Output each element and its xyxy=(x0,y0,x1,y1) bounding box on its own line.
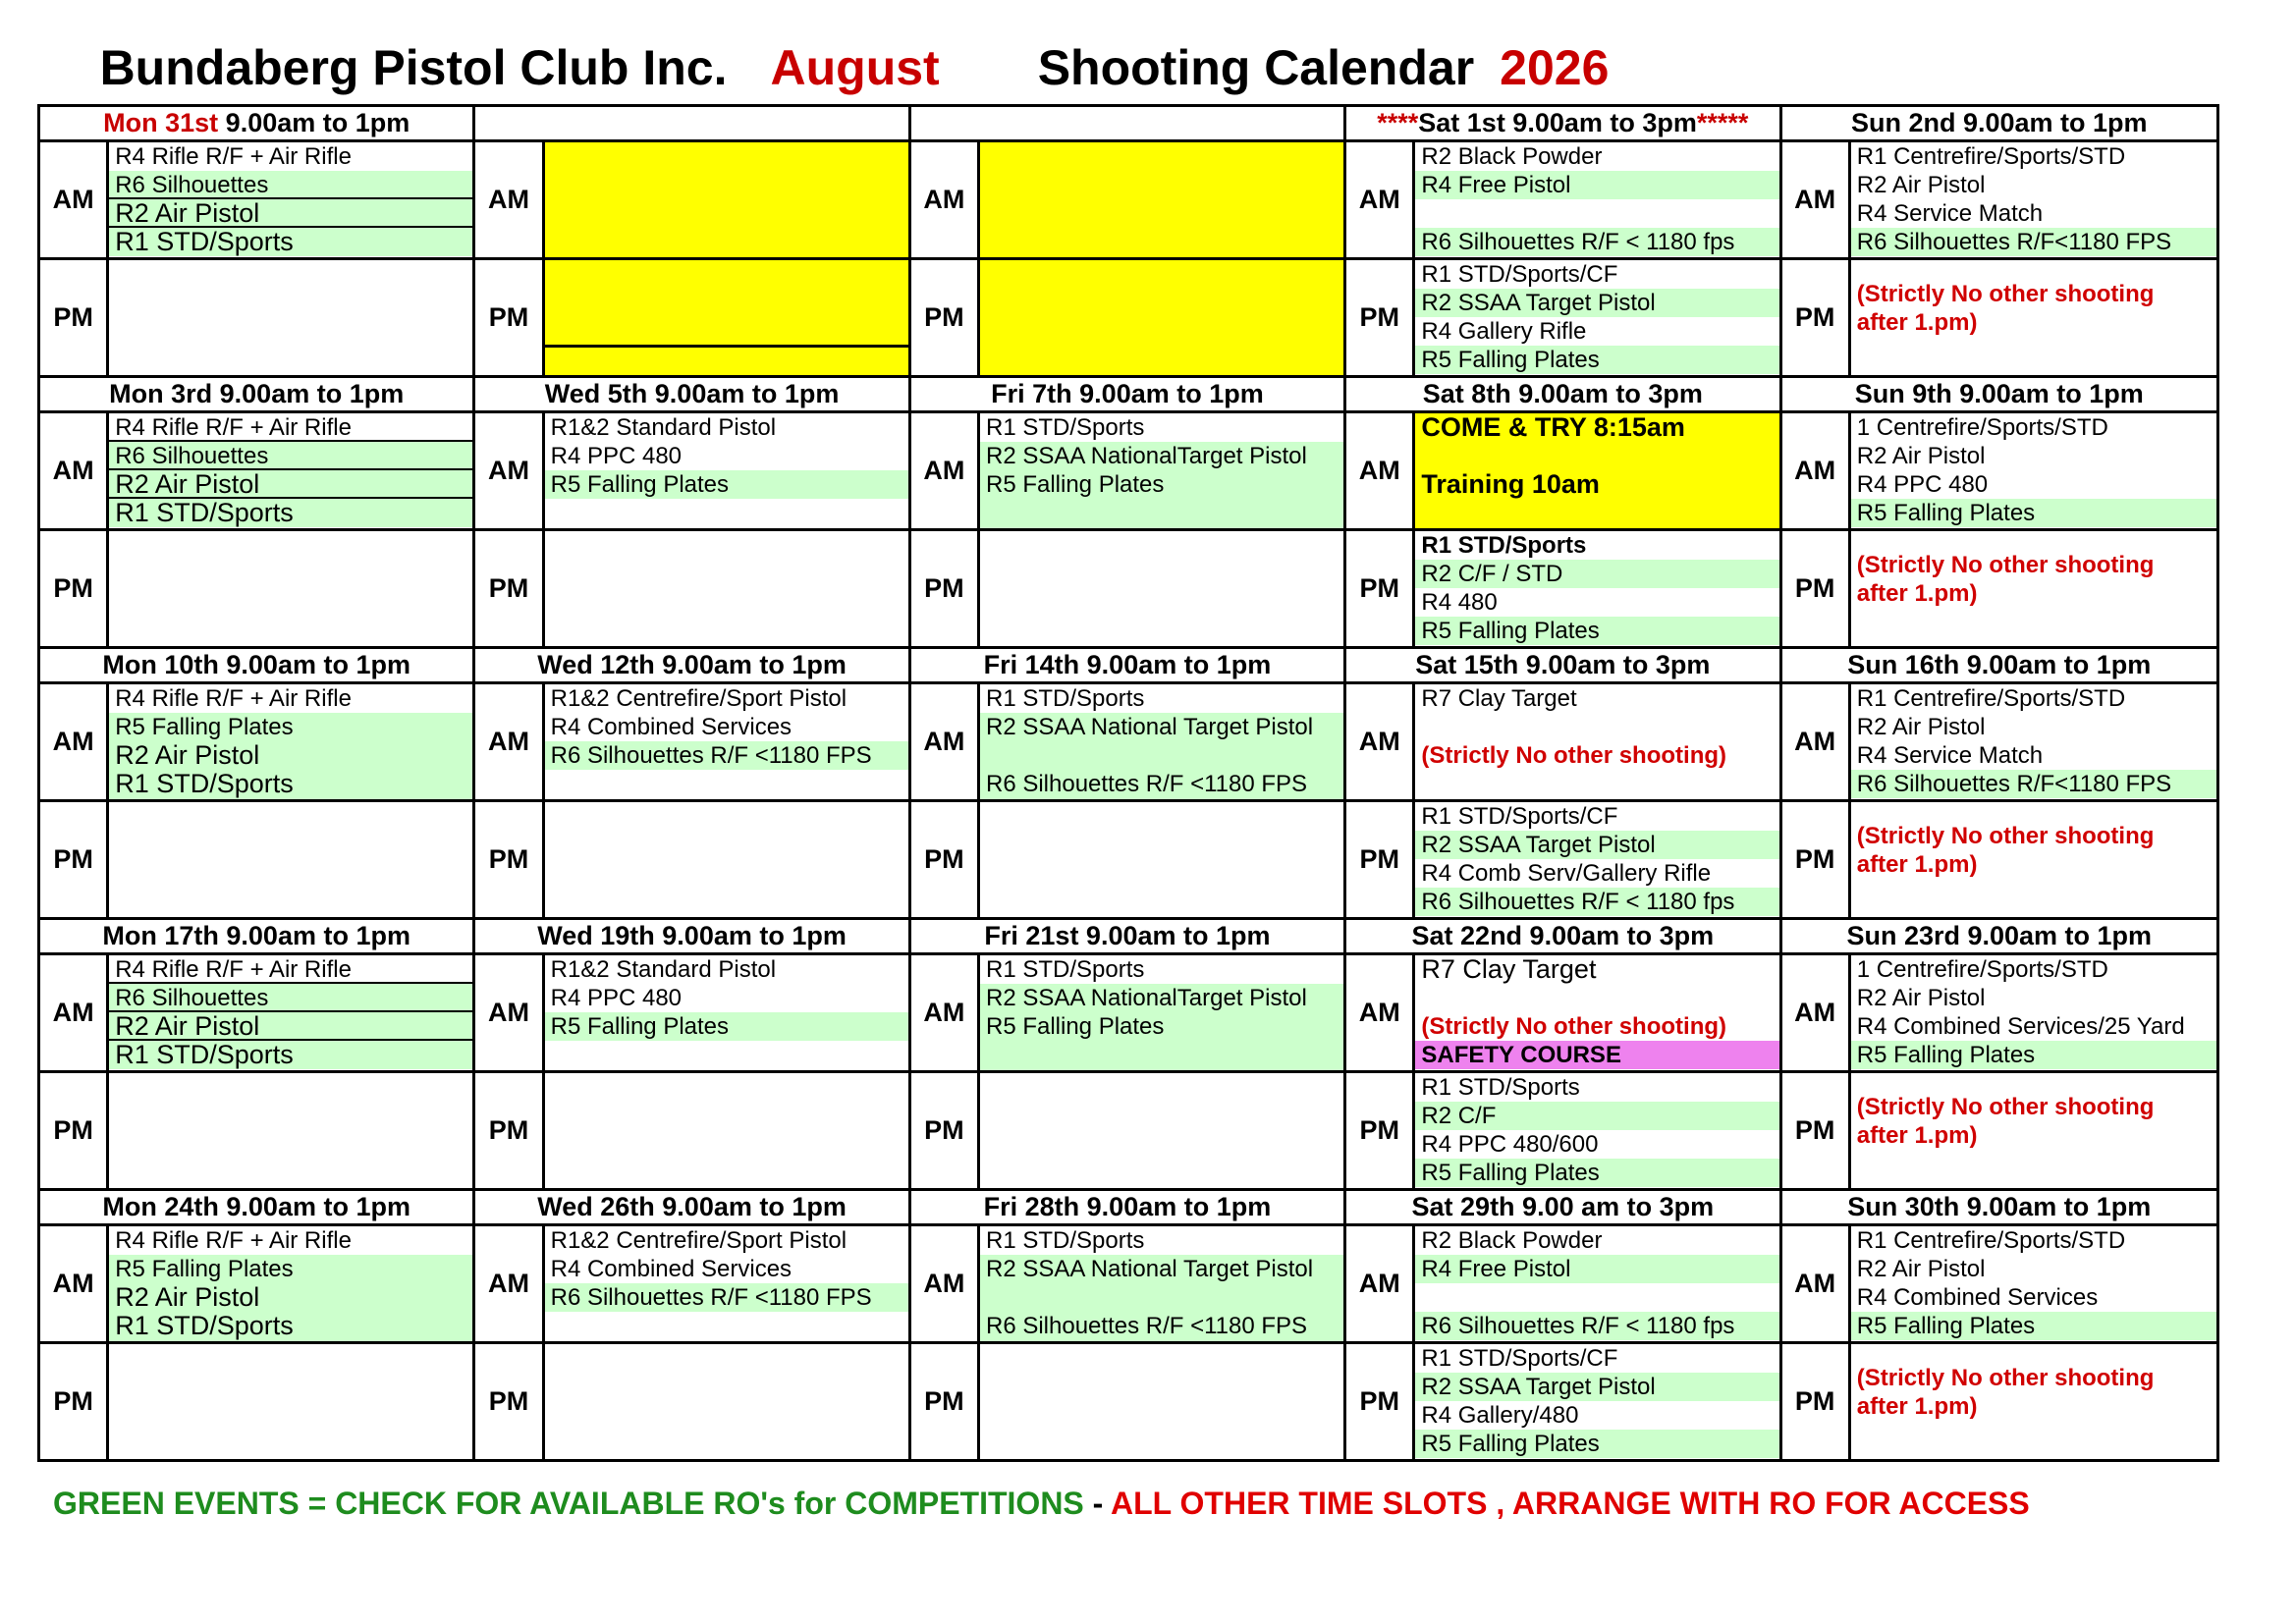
am-label: AM xyxy=(39,1225,108,1343)
event-line xyxy=(980,1283,1343,1312)
event-line: R5 Falling Plates xyxy=(980,470,1343,499)
am-label: AM xyxy=(39,141,108,259)
event-line: R2 Air Pistol xyxy=(1856,172,1986,198)
event-line: R5 Falling Plates xyxy=(1851,1312,2216,1340)
day-header xyxy=(474,106,909,141)
spacer xyxy=(1851,1344,2216,1364)
event-cell xyxy=(1414,530,1780,648)
day-header-text: Sun 9th 9.00am to 1pm xyxy=(1854,379,2144,408)
pm-slot-row xyxy=(39,530,2218,648)
day-header xyxy=(1780,919,2217,954)
am-label: AM xyxy=(1345,683,1414,801)
event-cell xyxy=(108,530,474,648)
day-header-text: Wed 26th 9.00am to 1pm xyxy=(537,1192,847,1221)
day-header xyxy=(909,919,1344,954)
am-label: AM xyxy=(39,683,108,801)
am-slot-row xyxy=(39,412,2218,530)
event-cell xyxy=(543,954,909,1072)
event-line: R4 Combined Services xyxy=(1856,1284,2099,1311)
event-line: 1 Centrefire/Sports/STD xyxy=(1856,414,2108,441)
day-header xyxy=(909,377,1344,412)
pm-label: PM xyxy=(474,530,543,648)
am-label: AM xyxy=(909,1225,978,1343)
event-line: R4 Rifle R/F + Air Rifle xyxy=(109,955,472,984)
event-line: R6 Silhouettes R/F < 1180 fps xyxy=(1415,228,1778,256)
day-header-text: Fri 14th 9.00am to 1pm xyxy=(983,650,1272,679)
am-label: AM xyxy=(474,1225,543,1343)
event-line: R5 Falling Plates xyxy=(980,1012,1343,1041)
event-cell xyxy=(1414,1225,1780,1343)
event-line: R4 Rifle R/F + Air Rifle xyxy=(115,143,352,170)
event-line: R2 SSAA National Target Pistol xyxy=(980,713,1343,741)
event-line: R4 Free Pistol xyxy=(1415,1255,1778,1283)
day-header-text: Wed 19th 9.00am to 1pm xyxy=(537,921,847,950)
day-header xyxy=(1780,377,2217,412)
event-line: R1 Centrefire/Sports/STD xyxy=(1856,143,2126,170)
event-line xyxy=(980,741,1343,770)
event-line: R1 STD/Sports xyxy=(1421,1074,1580,1101)
pm-label: PM xyxy=(909,259,978,377)
day-header-text: Sat 22nd 9.00am to 3pm xyxy=(1411,921,1715,950)
event-cell xyxy=(1849,530,2217,648)
am-slot-row xyxy=(39,683,2218,801)
event-line xyxy=(1415,199,1778,228)
day-header xyxy=(39,648,474,683)
week-header-row xyxy=(39,106,2218,141)
event-cell xyxy=(543,683,909,801)
event-line: R4 Combined Services xyxy=(550,714,793,740)
pm-label: PM xyxy=(1345,259,1414,377)
pm-label: PM xyxy=(1345,801,1414,919)
event-line: R5 Falling Plates xyxy=(1415,1430,1778,1458)
am-label: AM xyxy=(1780,683,1849,801)
event-line: after 1.pm) xyxy=(1856,1122,1978,1149)
day-header-text: 9.00am to 1pm xyxy=(218,108,410,137)
am-label: AM xyxy=(1780,1225,1849,1343)
event-line: R1 Centrefire/Sports/STD xyxy=(1856,685,2126,712)
day-header xyxy=(474,1190,909,1225)
pm-label: PM xyxy=(39,1343,108,1461)
am-label: AM xyxy=(474,141,543,259)
event-line: R1 STD/Sports xyxy=(109,228,472,256)
event-line: R1 STD/Sports xyxy=(109,1041,472,1069)
event-cell xyxy=(543,1225,909,1343)
day-header-red-text: **** xyxy=(1377,108,1419,137)
day-header-text: Mon 10th 9.00am to 1pm xyxy=(102,650,410,679)
event-line: R4 Service Match xyxy=(1856,200,2044,227)
event-line: R5 Falling Plates xyxy=(1415,617,1778,645)
pm-label: PM xyxy=(1780,1072,1849,1190)
event-line: (Strictly No other shooting xyxy=(1856,1094,2155,1120)
event-cell xyxy=(1414,1343,1780,1461)
day-header xyxy=(1780,648,2217,683)
pm-label: PM xyxy=(909,1072,978,1190)
event-line: R1 STD/Sports/CF xyxy=(1421,261,1618,288)
event-cell xyxy=(978,412,1344,530)
event-cell xyxy=(1849,801,2217,919)
event-cell xyxy=(1849,259,2217,377)
event-line: R4 Service Match xyxy=(1856,742,2044,769)
day-header-red-text: Mon 31st xyxy=(103,108,219,137)
event-line: R1 STD/Sports xyxy=(109,499,472,527)
day-header-text: Sat 1st 9.00am to 3pm xyxy=(1418,108,1697,137)
event-cell xyxy=(978,1343,1344,1461)
event-line: R2 Air Pistol xyxy=(1856,443,1986,469)
event-line: SAFETY COURSE xyxy=(1415,1041,1778,1069)
event-line: R6 Silhouettes R/F <1180 FPS xyxy=(545,741,908,770)
year-label: 2026 xyxy=(1500,40,1610,95)
week-header-row xyxy=(39,1190,2218,1225)
event-cell xyxy=(1849,1343,2217,1461)
event-line: R6 Silhouettes xyxy=(109,171,472,199)
event-line: R4 Rifle R/F + Air Rifle xyxy=(109,413,472,442)
day-header-text: Sun 2nd 9.00am to 1pm xyxy=(1850,108,2148,137)
slot-divider xyxy=(545,345,908,348)
event-line: R1 STD/Sports/CF xyxy=(1421,803,1618,830)
am-label: AM xyxy=(1780,141,1849,259)
event-line: R4 PPC 480/600 xyxy=(1421,1131,1599,1158)
spacer xyxy=(1851,1073,2216,1093)
event-line: R5 Falling Plates xyxy=(1851,499,2216,527)
event-line: R4 Combined Services/25 Yard xyxy=(1856,1013,2185,1040)
event-cell xyxy=(1414,954,1780,1072)
day-header-text: Sat 15th 9.00am to 3pm xyxy=(1415,650,1711,679)
am-label: AM xyxy=(1345,412,1414,530)
event-line: R1&2 Centrefire/Sport Pistol xyxy=(550,1227,847,1254)
event-line: (Strictly No other shooting) xyxy=(1421,742,1727,769)
event-cell xyxy=(543,141,909,259)
event-cell xyxy=(978,801,1344,919)
day-header xyxy=(474,377,909,412)
event-line: R2 Air Pistol xyxy=(109,741,472,770)
event-line: R2 Air Pistol xyxy=(109,1012,472,1041)
event-line: R6 Silhouettes R/F <1180 FPS xyxy=(980,770,1343,798)
event-line: R5 Falling Plates xyxy=(1415,346,1778,374)
event-line: R1 STD/Sports xyxy=(985,414,1145,441)
am-label: AM xyxy=(474,412,543,530)
pm-label: PM xyxy=(39,259,108,377)
event-line: R1&2 Standard Pistol xyxy=(550,956,777,983)
event-cell xyxy=(1414,259,1780,377)
event-line: R2 Air Pistol xyxy=(109,470,472,499)
event-line: Training 10am xyxy=(1415,470,1778,499)
event-line: R4 Gallery Rifle xyxy=(1421,318,1587,345)
am-label: AM xyxy=(1345,954,1414,1072)
day-header-text: Sat 29th 9.00 am to 3pm xyxy=(1411,1192,1715,1221)
day-header-text: Fri 28th 9.00am to 1pm xyxy=(983,1192,1272,1221)
event-line: R2 SSAA NationalTarget Pistol xyxy=(980,984,1343,1012)
event-line: R1 STD/Sports xyxy=(985,956,1145,983)
pm-label: PM xyxy=(1345,1072,1414,1190)
day-header xyxy=(39,919,474,954)
event-line: R4 PPC 480 xyxy=(1856,471,1989,498)
event-line: R2 SSAA NationalTarget Pistol xyxy=(980,442,1343,470)
page-title xyxy=(0,39,1709,96)
event-line: R6 Silhouettes R/F<1180 FPS xyxy=(1851,228,2216,256)
day-header-text: Mon 3rd 9.00am to 1pm xyxy=(109,379,405,408)
day-header-text: Sun 30th 9.00am to 1pm xyxy=(1847,1192,2152,1221)
am-label: AM xyxy=(1345,1225,1414,1343)
event-cell xyxy=(108,954,474,1072)
event-line: R2 Air Pistol xyxy=(109,1283,472,1312)
event-cell xyxy=(978,683,1344,801)
event-line: R4 Rifle R/F + Air Rifle xyxy=(115,685,352,712)
day-header xyxy=(1780,106,2217,141)
event-line: R6 Silhouettes R/F < 1180 fps xyxy=(1415,1312,1778,1340)
am-label: AM xyxy=(909,412,978,530)
pm-slot-row xyxy=(39,1072,2218,1190)
event-line: after 1.pm) xyxy=(1856,1393,1978,1420)
event-line: R4 Comb Serv/Gallery Rifle xyxy=(1421,860,1712,887)
event-line xyxy=(1415,1283,1778,1312)
am-label: AM xyxy=(474,683,543,801)
pm-label: PM xyxy=(39,530,108,648)
pm-label: PM xyxy=(1345,1343,1414,1461)
event-line: R1&2 Centrefire/Sport Pistol xyxy=(550,685,847,712)
event-cell xyxy=(108,1225,474,1343)
event-cell xyxy=(1849,1225,2217,1343)
pm-label: PM xyxy=(474,1343,543,1461)
event-cell xyxy=(108,1072,474,1190)
am-label: AM xyxy=(909,683,978,801)
event-cell xyxy=(1414,801,1780,919)
event-line xyxy=(1415,442,1778,470)
event-cell xyxy=(543,259,909,377)
event-line xyxy=(1415,984,1778,1012)
day-header xyxy=(909,106,1344,141)
event-line: R2 Air Pistol xyxy=(109,199,472,228)
am-label: AM xyxy=(1345,141,1414,259)
footer-green-text: GREEN EVENTS = CHECK FOR AVAILABLE RO's for COMPETITIONS xyxy=(53,1486,1084,1521)
day-header-text: Wed 5th 9.00am to 1pm xyxy=(544,379,840,408)
event-cell xyxy=(1849,683,2217,801)
am-label: AM xyxy=(39,954,108,1072)
event-line: R7 Clay Target xyxy=(1421,685,1577,712)
event-line: COME & TRY 8:15am xyxy=(1415,413,1778,442)
day-header xyxy=(1345,1190,1780,1225)
day-header-red-suffix: ***** xyxy=(1696,108,1749,137)
am-label: AM xyxy=(1780,412,1849,530)
week-header-row xyxy=(39,919,2218,954)
event-cell xyxy=(543,1343,909,1461)
event-cell xyxy=(978,1072,1344,1190)
day-header xyxy=(1780,1190,2217,1225)
footer-separator: - xyxy=(1083,1486,1112,1521)
pm-slot-row xyxy=(39,1343,2218,1461)
event-line: R2 SSAA Target Pistol xyxy=(1415,289,1778,317)
pm-label: PM xyxy=(1780,530,1849,648)
event-line: (Strictly No other shooting xyxy=(1856,281,2155,307)
event-cell xyxy=(108,801,474,919)
am-label: AM xyxy=(909,954,978,1072)
event-line: R4 PPC 480 xyxy=(550,985,683,1011)
event-line: R4 480 xyxy=(1421,589,1498,616)
day-header xyxy=(39,106,474,141)
event-cell xyxy=(978,954,1344,1072)
event-line: R4 Gallery/480 xyxy=(1421,1402,1579,1429)
calendar-table xyxy=(37,104,2219,1462)
week-header-row xyxy=(39,648,2218,683)
event-cell xyxy=(1414,1072,1780,1190)
event-line: R2 Black Powder xyxy=(1421,143,1603,170)
day-header xyxy=(909,648,1344,683)
pm-slot-row xyxy=(39,801,2218,919)
event-cell xyxy=(978,141,1344,259)
calendar-body xyxy=(39,106,2218,1461)
event-cell xyxy=(978,530,1344,648)
event-cell xyxy=(1414,141,1780,259)
event-line: 1 Centrefire/Sports/STD xyxy=(1856,956,2108,983)
event-line: R1 STD/Sports xyxy=(985,685,1145,712)
event-line: R1 STD/Sports xyxy=(1421,532,1587,559)
event-line: R1 STD/Sports/CF xyxy=(1421,1345,1618,1372)
pm-label: PM xyxy=(909,1343,978,1461)
day-header-text: Sun 23rd 9.00am to 1pm xyxy=(1846,921,2153,950)
day-header xyxy=(474,919,909,954)
event-line: R2 SSAA Target Pistol xyxy=(1415,1373,1778,1401)
day-header-text: Sun 16th 9.00am to 1pm xyxy=(1847,650,2152,679)
club-name: Bundaberg Pistol Club Inc. xyxy=(99,40,728,95)
pm-label: PM xyxy=(1780,259,1849,377)
spacer xyxy=(1851,802,2216,822)
event-line: R4 Rifle R/F + Air Rifle xyxy=(115,1227,352,1254)
am-label: AM xyxy=(909,141,978,259)
event-line: R5 Falling Plates xyxy=(1851,1041,2216,1069)
day-header-text: Mon 17th 9.00am to 1pm xyxy=(102,921,410,950)
event-line: (Strictly No other shooting xyxy=(1856,1365,2155,1391)
event-line: R4 Free Pistol xyxy=(1415,171,1778,199)
event-cell xyxy=(108,1343,474,1461)
pm-label: PM xyxy=(474,1072,543,1190)
pm-label: PM xyxy=(39,801,108,919)
day-header-text: Sat 8th 9.00am to 3pm xyxy=(1422,379,1703,408)
am-slot-row xyxy=(39,141,2218,259)
event-cell xyxy=(543,801,909,919)
event-line: R2 C/F / STD xyxy=(1415,560,1778,588)
event-line: R5 Falling Plates xyxy=(545,1012,908,1041)
calendar-label: Shooting Calendar xyxy=(1037,40,1475,95)
am-slot-row xyxy=(39,1225,2218,1343)
day-header xyxy=(39,377,474,412)
event-cell xyxy=(1414,412,1780,530)
event-line: R2 SSAA Target Pistol xyxy=(1415,831,1778,859)
event-line: R2 Black Powder xyxy=(1421,1227,1603,1254)
event-line: (Strictly No other shooting xyxy=(1856,552,2155,578)
day-header xyxy=(1345,377,1780,412)
day-header-text: Wed 12th 9.00am to 1pm xyxy=(537,650,847,679)
event-cell xyxy=(978,1225,1344,1343)
pm-label: PM xyxy=(1345,530,1414,648)
event-line: (Strictly No other shooting) xyxy=(1421,1013,1727,1040)
event-cell xyxy=(543,412,909,530)
event-line: R1 STD/Sports xyxy=(109,770,472,798)
event-line: R1&2 Standard Pistol xyxy=(550,414,777,441)
spacer xyxy=(1851,260,2216,280)
event-cell xyxy=(1414,683,1780,801)
event-cell xyxy=(543,1072,909,1190)
pm-label: PM xyxy=(1780,801,1849,919)
pm-slot-row xyxy=(39,259,2218,377)
event-cell xyxy=(978,259,1344,377)
event-line: R6 Silhouettes xyxy=(109,442,472,470)
event-cell xyxy=(108,259,474,377)
am-label: AM xyxy=(1780,954,1849,1072)
event-line xyxy=(1415,713,1778,741)
pm-label: PM xyxy=(474,259,543,377)
day-header-text: Fri 7th 9.00am to 1pm xyxy=(991,379,1264,408)
event-line: R2 Air Pistol xyxy=(1856,1256,1986,1282)
event-line: R2 C/F xyxy=(1415,1102,1778,1130)
event-line: R4 PPC 480 xyxy=(550,443,683,469)
event-line: R4 Combined Services xyxy=(550,1256,793,1282)
day-header-text: Fri 21st 9.00am to 1pm xyxy=(984,921,1271,950)
pm-label: PM xyxy=(909,530,978,648)
am-label: AM xyxy=(474,954,543,1072)
pm-label: PM xyxy=(1780,1343,1849,1461)
day-header xyxy=(1345,648,1780,683)
footer-red-text: ALL OTHER TIME SLOTS , ARRANGE WITH RO FOR ACCESS xyxy=(1111,1486,2030,1521)
event-line: R6 Silhouettes R/F<1180 FPS xyxy=(1851,770,2216,798)
event-line: after 1.pm) xyxy=(1856,309,1978,336)
event-line: (Strictly No other shooting xyxy=(1856,823,2155,849)
day-header xyxy=(909,1190,1344,1225)
event-cell xyxy=(108,412,474,530)
am-label: AM xyxy=(39,412,108,530)
event-line: R2 Air Pistol xyxy=(1856,714,1986,740)
event-line: R2 SSAA National Target Pistol xyxy=(980,1255,1343,1283)
day-header xyxy=(39,1190,474,1225)
event-line: after 1.pm) xyxy=(1856,851,1978,878)
event-line: R6 Silhouettes R/F <1180 FPS xyxy=(545,1283,908,1312)
day-header xyxy=(1345,106,1780,141)
event-line: R1 Centrefire/Sports/STD xyxy=(1856,1227,2126,1254)
pm-label: PM xyxy=(39,1072,108,1190)
footer-note xyxy=(53,1486,2030,1522)
event-line: after 1.pm) xyxy=(1856,580,1978,607)
event-cell xyxy=(108,141,474,259)
day-header xyxy=(1345,919,1780,954)
event-cell xyxy=(1849,141,2217,259)
pm-label: PM xyxy=(909,801,978,919)
am-slot-row xyxy=(39,954,2218,1072)
event-line: R5 Falling Plates xyxy=(545,470,908,499)
day-header xyxy=(474,648,909,683)
pm-label: PM xyxy=(474,801,543,919)
spacer xyxy=(1851,531,2216,551)
month-name: August xyxy=(770,40,940,95)
event-line: R7 Clay Target xyxy=(1421,955,1597,984)
event-cell xyxy=(1849,954,2217,1072)
day-header-text: Mon 24th 9.00am to 1pm xyxy=(102,1192,410,1221)
event-line: R5 Falling Plates xyxy=(1415,1159,1778,1187)
event-cell xyxy=(1849,412,2217,530)
event-line: R1 STD/Sports xyxy=(985,1227,1145,1254)
week-header-row xyxy=(39,377,2218,412)
event-line: R5 Falling Plates xyxy=(109,713,472,741)
event-cell xyxy=(543,530,909,648)
event-cell xyxy=(1849,1072,2217,1190)
event-line: R1 STD/Sports xyxy=(109,1312,472,1340)
event-line: R6 Silhouettes R/F < 1180 fps xyxy=(1415,888,1778,916)
event-line: R6 Silhouettes xyxy=(109,984,472,1012)
event-line: R6 Silhouettes R/F <1180 FPS xyxy=(980,1312,1343,1340)
event-line: R5 Falling Plates xyxy=(109,1255,472,1283)
event-line: R2 Air Pistol xyxy=(1856,985,1986,1011)
event-cell xyxy=(108,683,474,801)
